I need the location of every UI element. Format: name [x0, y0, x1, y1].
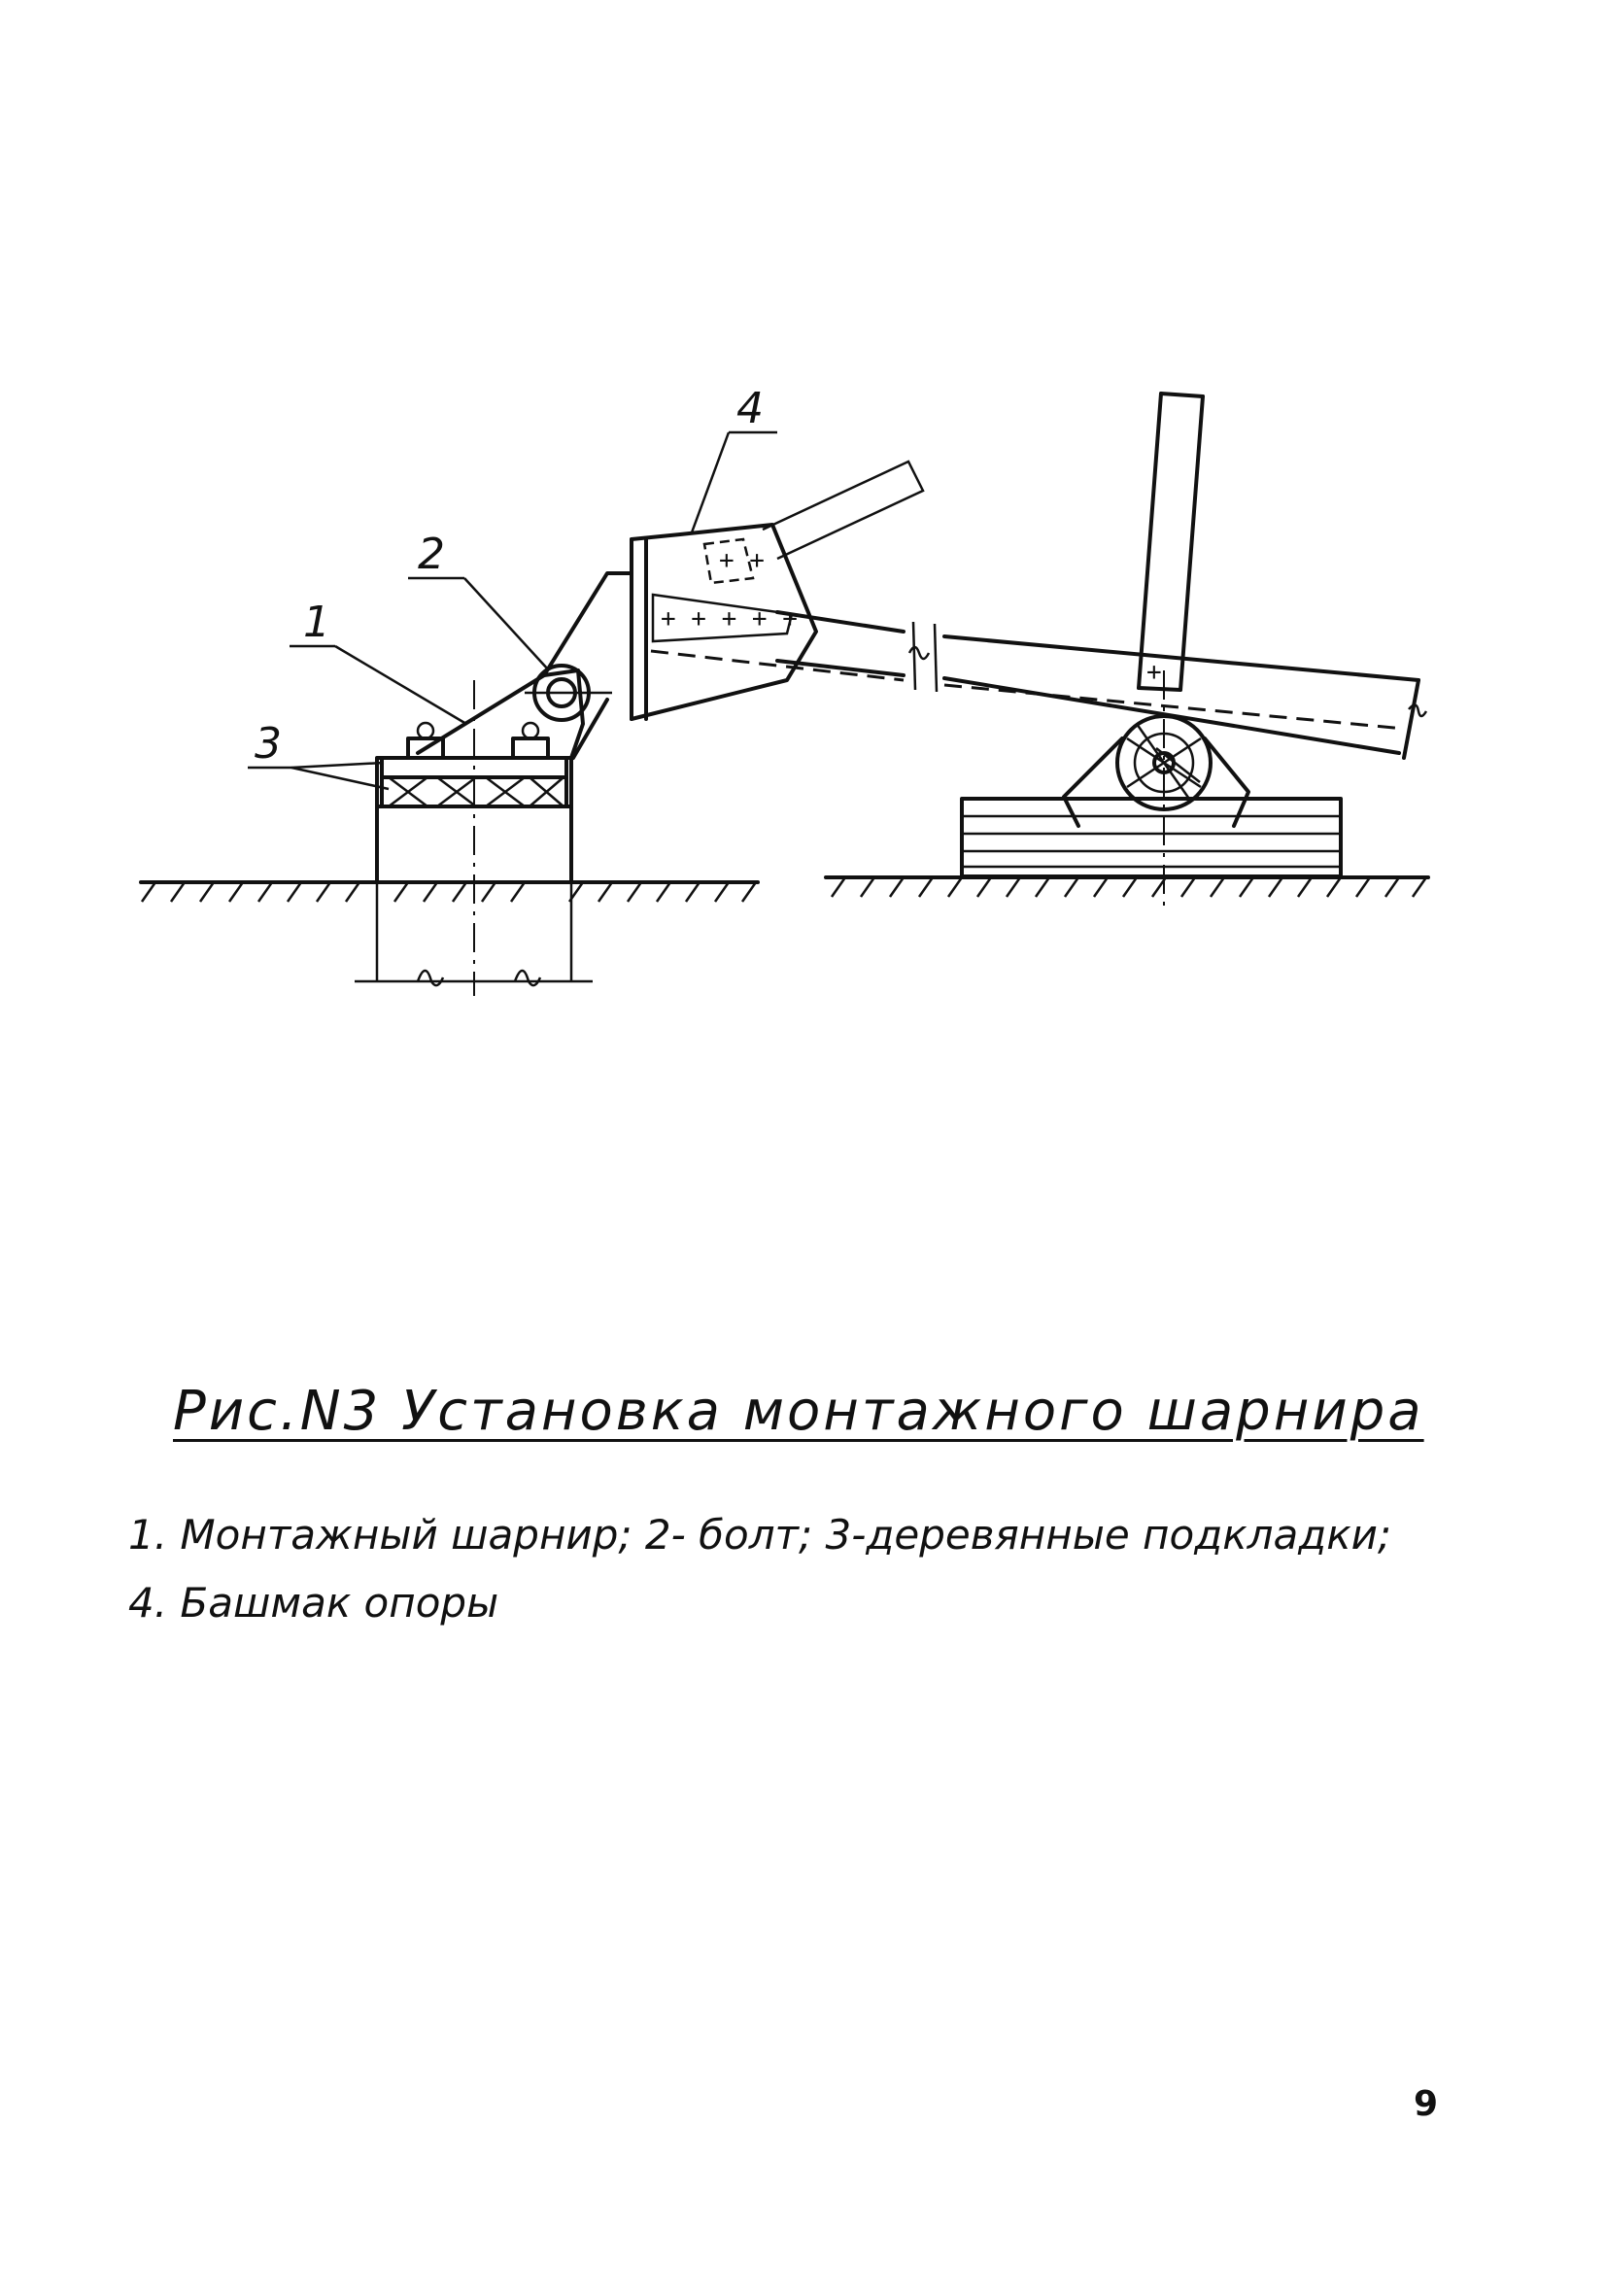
svg-text:+ +: + + [719, 546, 765, 575]
figure-caption: Рис.N3 Установка монтажного шарнира [173, 1380, 1424, 1443]
callout-bolt: 2 [418, 530, 445, 579]
callout-hinge: 1 [303, 598, 330, 647]
callout-pads: 3 [255, 719, 282, 769]
callout-shoe: 4 [736, 384, 764, 433]
svg-text:+ + + + +: + + + + + [661, 604, 798, 634]
timber-stack [962, 670, 1341, 913]
dimension-left [355, 680, 593, 996]
legend-line-1: 1. Монтажный шарнир; 2- болт; 3-деревянные подкладки; [128, 1511, 1392, 1559]
hinge-installation-drawing [0, 0, 1606, 1069]
ground-left [141, 882, 758, 902]
svg-text:+: + [1146, 658, 1162, 687]
ground-right [826, 877, 1428, 897]
vertical-bar [1139, 394, 1203, 690]
legend-line-2: 4. Башмак опоры [128, 1579, 499, 1627]
mounting-hinge [418, 573, 632, 758]
roller-support [1064, 716, 1248, 826]
page-number: 9 [1414, 2084, 1439, 2124]
support-shoe [632, 462, 923, 719]
